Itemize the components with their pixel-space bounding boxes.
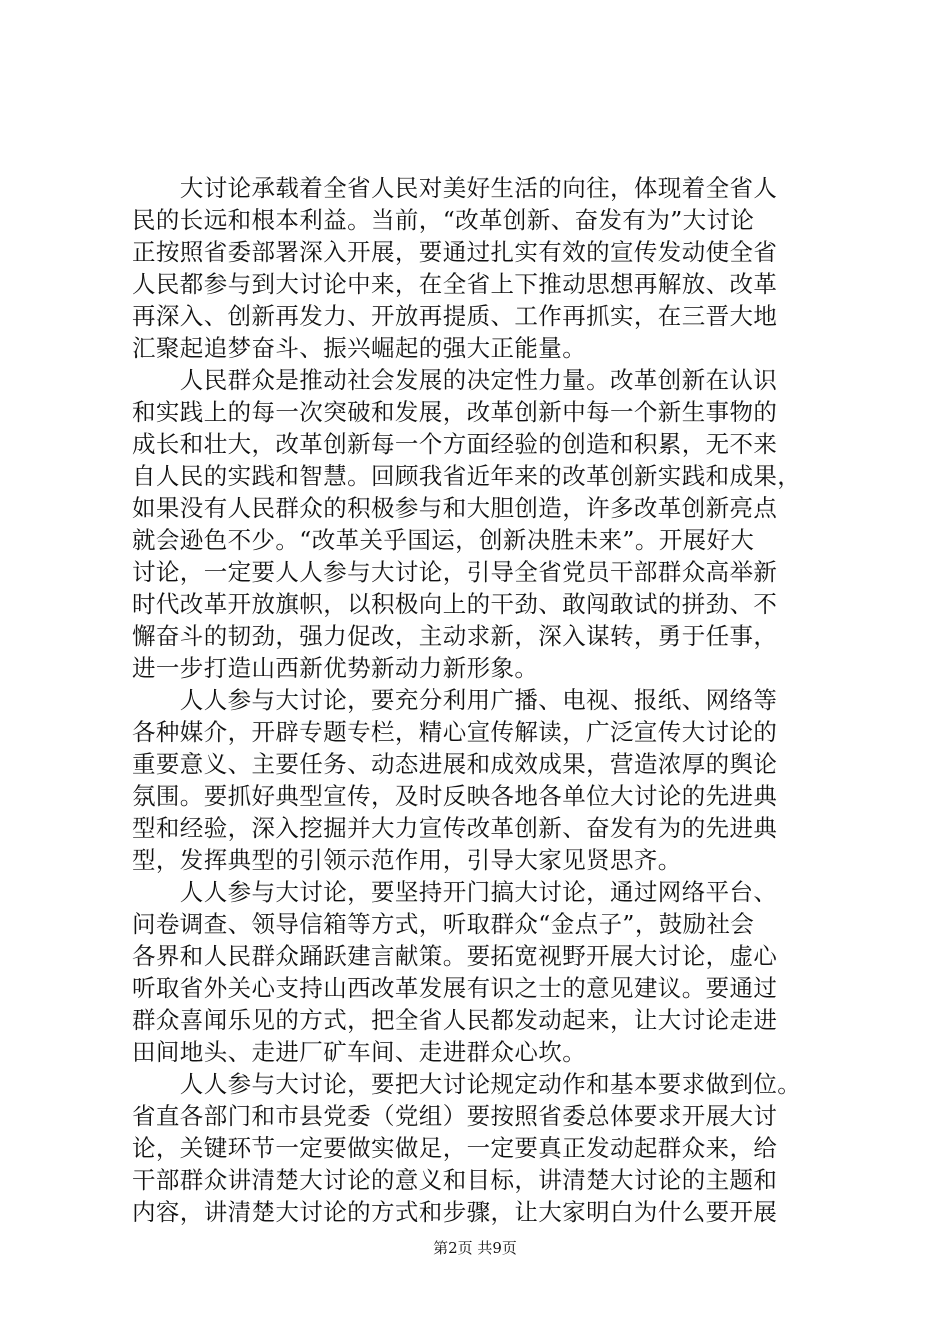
text-line: 各种媒介，开辟专题专栏，精心宣传解读，广泛宣传大讨论的 xyxy=(132,718,778,746)
text-line: 和实践上的每一次突破和发展，改革创新中每一个新生事物的 xyxy=(132,398,778,426)
text-line: 懈奋斗的韧劲，强力促改，主动求新，深入谋转，勇于任事， xyxy=(132,622,778,650)
text-line: 人人参与大讨论，要坚持开门搞大讨论，通过网络平台、 xyxy=(132,878,778,906)
text-line: 民的长远和根本利益。当前，“改革创新、奋发有为”大讨论 xyxy=(132,206,755,234)
text-line: 型和经验，深入挖掘并大力宣传改革创新、奋发有为的先进典 xyxy=(132,814,778,842)
text-line: 自人民的实践和智慧。回顾我省近年来的改革创新实践和成果， xyxy=(132,462,802,490)
text-line: 群众喜闻乐见的方式，把全省人民都发动起来，让大讨论走进 xyxy=(132,1006,778,1034)
text-line: 进一步打造山西新优势新动力新形象。 xyxy=(132,654,539,682)
text-line: 人民群众是推动社会发展的决定性力量。改革创新在认识 xyxy=(132,366,778,394)
text-line: 干部群众讲清楚大讨论的意义和目标，讲清楚大讨论的主题和 xyxy=(132,1166,778,1194)
text-line: 重要意义、主要任务、动态进展和成效成果，营造浓厚的舆论 xyxy=(132,750,778,778)
text-line: 再深入、创新再发力、开放再提质、工作再抓实，在三晋大地 xyxy=(132,302,778,330)
text-line: 正按照省委部署深入开展，要通过扎实有效的宣传发动使全省 xyxy=(132,238,778,266)
text-line: 大讨论承载着全省人民对美好生活的向往，体现着全省人 xyxy=(132,174,778,202)
text-line: 成长和壮大，改革创新每一个方面经验的创造和积累，无不来 xyxy=(132,430,778,458)
text-line: 内容，讲清楚大讨论的方式和步骤，让大家明白为什么要开展 xyxy=(132,1198,778,1226)
text-line: 讨论，一定要人人参与大讨论，引导全省党员干部群众高举新 xyxy=(132,558,778,586)
text-line: 人人参与大讨论，要把大讨论规定动作和基本要求做到位。 xyxy=(132,1070,802,1098)
text-line: 型，发挥典型的引领示范作用，引导大家见贤思齐。 xyxy=(132,846,682,874)
text-line: 人民都参与到大讨论中来，在全省上下推动思想再解放、改革 xyxy=(132,270,778,298)
text-line: 省直各部门和市县党委（党组）要按照省委总体要求开展大讨 xyxy=(132,1102,778,1130)
text-line: 田间地头、走进厂矿车间、走进群众心坎。 xyxy=(132,1038,587,1066)
text-line: 汇聚起追梦奋斗、振兴崛起的强大正能量。 xyxy=(132,334,587,362)
text-line: 如果没有人民群众的积极参与和大胆创造，许多改革创新亮点 xyxy=(132,494,778,522)
text-line: 时代改革开放旗帜，以积极向上的干劲、敢闯敢试的拼劲、不 xyxy=(132,590,778,618)
text-line: 氛围。要抓好典型宣传，及时反映各地各单位大讨论的先进典 xyxy=(132,782,778,810)
text-line: 就会逊色不少。“改革关乎国运，创新决胜未来”。开展好大 xyxy=(132,526,755,554)
text-line: 人人参与大讨论，要充分利用广播、电视、报纸、网络等 xyxy=(132,686,778,714)
document-body xyxy=(132,172,832,1228)
text-line: 问卷调查、领导信箱等方式，听取群众“金点子”，鼓励社会 xyxy=(132,910,755,938)
page-number-footer: 第2页 共9页 xyxy=(433,1239,517,1257)
text-line: 听取省外关心支持山西改革发展有识之士的意见建议。要通过 xyxy=(132,974,778,1002)
text-line: 各界和人民群众踊跃建言献策。要拓宽视野开展大讨论，虚心 xyxy=(132,942,778,970)
text-line: 论，关键环节一定要做实做足，一定要真正发动起群众来，给 xyxy=(132,1134,778,1162)
